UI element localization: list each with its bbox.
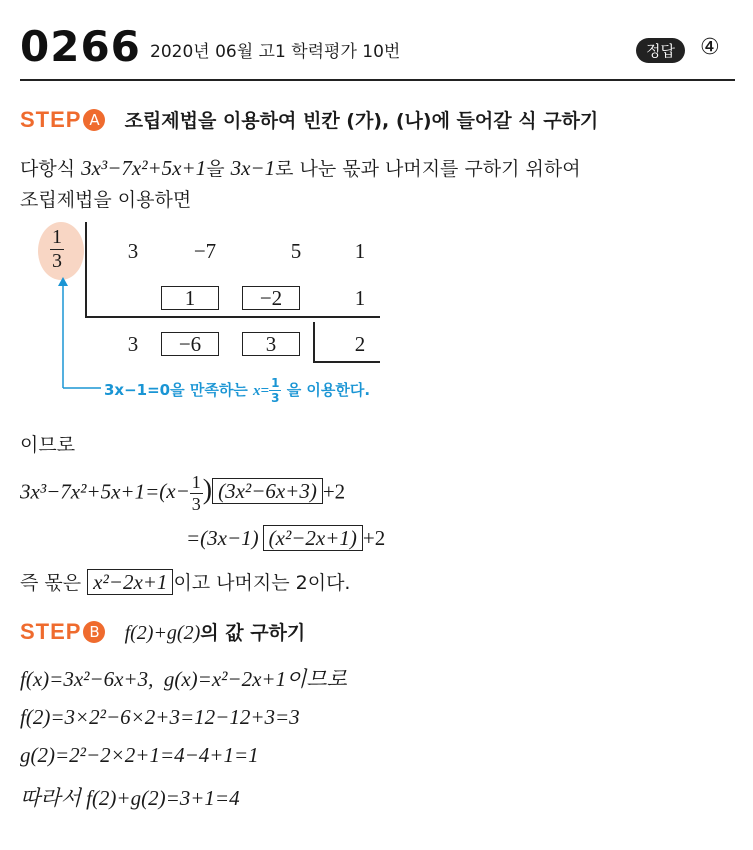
synthetic-horizontal-rule: [85, 316, 380, 318]
eq1-tail: +2: [322, 479, 346, 504]
solution-line-4: 따라서 f(2)+g(2)=3+1=4: [20, 786, 240, 810]
quotient-line: [20, 568, 350, 595]
row3-coef-1: 3: [127, 332, 139, 356]
note-prefix: 3x−1=0을 만족하는: [104, 381, 248, 399]
quotient-boxed: x²−2x+1: [87, 569, 173, 595]
step-a-heading: [20, 106, 598, 133]
intro-line-2: 조립제법을 이용하면: [20, 189, 192, 211]
eq1-frac-num: 1: [191, 472, 201, 492]
divisor-numerator: 1: [52, 226, 62, 248]
eq1-boxed-quotient: (3x²−6x+3): [212, 478, 323, 504]
eq1-frac-den: 3: [191, 494, 201, 514]
eq2-lhs: =(3x−1): [186, 526, 259, 550]
row3-box-2: 3: [242, 332, 300, 356]
eq2-tail: +2: [362, 526, 386, 550]
intro-divisor: 3x−1: [230, 156, 276, 180]
solution-line-1: f(x)=3x²−6x+3, g(x)=x²−2x+1이므로: [20, 667, 347, 691]
row1-coef-1: 3: [127, 239, 139, 263]
row2-box-1: 1: [161, 286, 219, 310]
quotient-suffix: 이고 나머지는 2이다.: [173, 572, 351, 594]
remainder-corner-horizontal: [313, 361, 380, 363]
row2-box-2: −2: [242, 286, 300, 310]
note-denominator: 3: [271, 391, 280, 405]
equation-1: [20, 472, 345, 515]
divisor-fraction: [50, 226, 64, 273]
step-a-title: 조립제법을 이용하여 빈칸 (가), (나)에 들어갈 식 구하기: [124, 110, 599, 132]
answer-value: ④: [700, 35, 720, 60]
eq2-boxed-quotient: (x²−2x+1): [263, 525, 363, 551]
row3-box-1: −6: [161, 332, 219, 356]
step-b-label: STEP: [20, 619, 82, 644]
intro-suffix: 로 나눈 몫과 나머지를 구하기 위하여: [275, 158, 581, 180]
row1-coef-2: −7: [193, 239, 217, 263]
step-b-title-text: 의 값 구하기: [200, 622, 306, 644]
note-fraction: [269, 376, 281, 405]
note-suffix: 을 이용한다.: [286, 381, 371, 399]
note-text: [104, 376, 370, 405]
header-rule: [20, 79, 735, 81]
step-a-label: STEP: [20, 107, 82, 132]
row1-coef-3: 5: [290, 239, 302, 263]
note-arrow: [55, 275, 105, 395]
eq1-fraction: [190, 472, 203, 515]
intro-line-1: [20, 154, 581, 181]
intro-poly: 3x³−7x²+5x+1: [81, 156, 207, 180]
solution-line-2: f(2)=3×2²−6×2+3=12−12+3=3: [20, 705, 300, 729]
step-b-title-math: f(2)+g(2): [124, 622, 201, 644]
row1-coef-4: 1: [354, 239, 366, 263]
remainder-corner-vertical: [313, 322, 315, 362]
quotient-prefix: 즉 몫은: [20, 572, 82, 594]
eq1-lhs: 3x³−7x²+5x+1=: [20, 479, 160, 504]
note-numerator: 1: [271, 376, 280, 390]
problem-source: 2020년 06월 고1 학력평가 10번: [150, 42, 401, 62]
step-b-letter-badge: B: [83, 621, 105, 643]
eq1-paren: (x−: [159, 479, 190, 504]
solution-line-3: g(2)=2²−2×2+1=4−4+1=1: [20, 743, 259, 767]
divisor-denominator: 3: [52, 250, 62, 272]
intro-prefix: 다항식: [20, 158, 76, 180]
equation-2: [186, 526, 385, 551]
imuro-text: 이므로: [20, 434, 76, 456]
step-a-letter-badge: A: [83, 109, 105, 131]
row2-value-3: 1: [354, 286, 366, 310]
step-b-heading: [20, 618, 305, 645]
note-x: x=: [253, 383, 270, 399]
answer-badge: 정답: [636, 38, 685, 63]
remainder-value: 2: [354, 332, 366, 356]
intro-mid: 을: [206, 158, 225, 180]
eq1-paren-close: ): [202, 474, 213, 506]
problem-number: 0266: [20, 22, 141, 71]
